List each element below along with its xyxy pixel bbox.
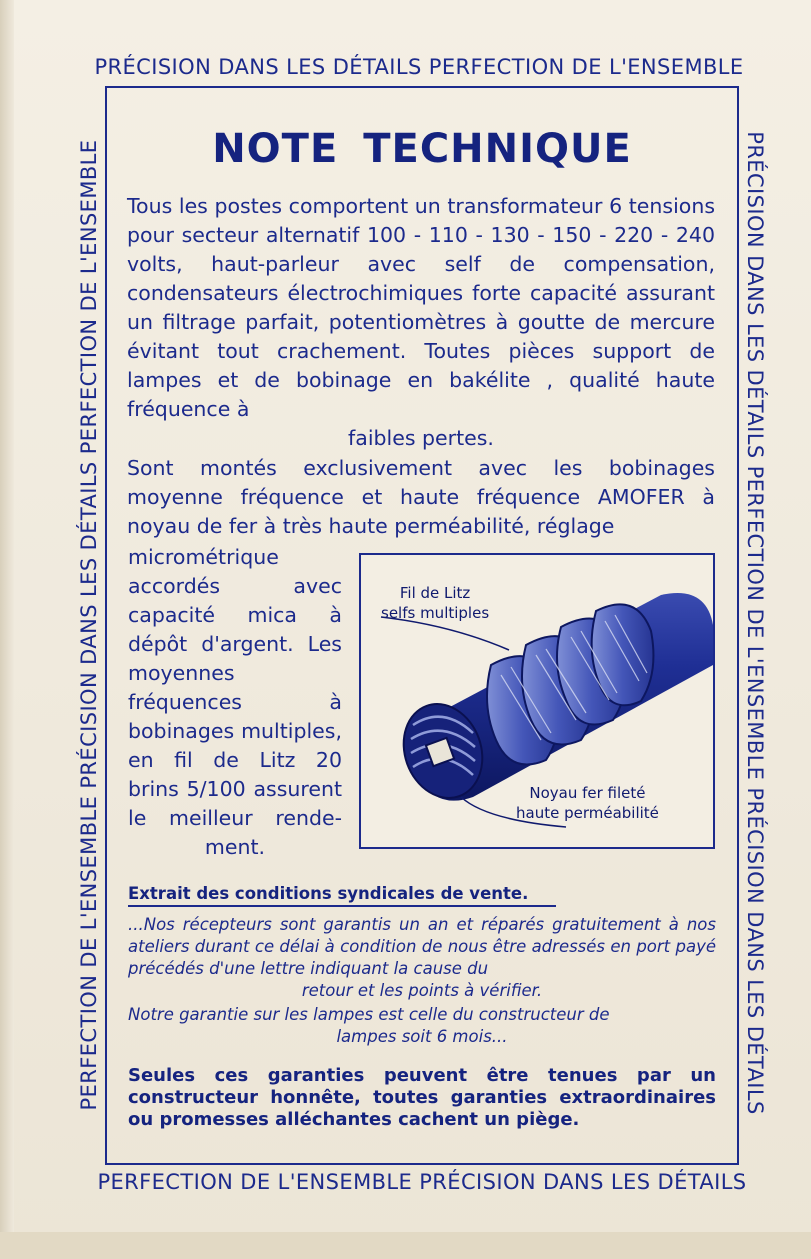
- page-title: NOTE TECHNIQUE: [212, 126, 632, 172]
- label-fil-de-litz-line1: Fil de Litz: [399, 584, 471, 602]
- border-text-right: PRÉCISION DANS LES DÉTAILS PERFECTION DE L'ENSEMBLE PRÉCISION DANS LES DÉTAILS: [743, 131, 767, 1115]
- side-column-body: micrométrique accordés avec capacité mica à dépôt d'argent. Les moyennes fréquences à bobinages multiples, en fil de Litz 20 brins 5/100 assurent le meilleur rende-: [128, 545, 342, 830]
- label-noyau-fer: [516, 783, 659, 823]
- paper-bottom-edge: [0, 1232, 811, 1259]
- conditions-lamps-text: [128, 1004, 716, 1048]
- label-fil-de-litz-line2: selfs multiples: [381, 604, 490, 622]
- border-text-top: PRÉCISION DANS LES DÉTAILS PERFECTION DE L'ENSEMBLE: [94, 55, 744, 79]
- conditions-lamps-body: Notre garantie sur les lampes est celle du constructeur de: [128, 1005, 610, 1024]
- border-text-bottom: PERFECTION DE L'ENSEMBLE PRÉCISION DANS LES DÉTAILS: [97, 1170, 747, 1194]
- conditions-warranty-text: [128, 914, 716, 1002]
- conditions-warranty-body: ...Nos récepteurs sont garantis un an et réparés gratuitement à nos ateliers durant ce délai à condition de nous être adressés en port payé précédés d'une lettre indiquant la cause du: [128, 915, 716, 978]
- paper-edge: [0, 0, 14, 1259]
- side-column-end: ment.: [204, 835, 266, 859]
- side-column-text: [128, 543, 342, 862]
- label-noyau-fer-line1: Noyau fer fileté: [529, 784, 646, 802]
- conditions-lamps-end: lampes soit 6 mois...: [336, 1027, 508, 1046]
- conditions-heading: Extrait des conditions syndicales de vente.: [128, 884, 529, 903]
- warning-statement: Seules ces garanties peuvent être tenues par un constructeur honnête, toutes garanties extraordinaires ou promesses alléchantes cachent un piège.: [128, 1065, 716, 1130]
- label-fil-de-litz: [381, 583, 489, 623]
- border-text-left: PERFECTION DE L'ENSEMBLE PRÉCISION DANS LES DÉTAILS PERFECTION DE L'ENSEMBLE: [77, 139, 101, 1111]
- paragraph-technical: [127, 192, 715, 453]
- conditions-warranty-end: retour et les points à vérifier.: [301, 981, 543, 1000]
- coil-illustration: [359, 553, 715, 849]
- paragraph-technical-last-line: faibles pertes.: [348, 426, 494, 450]
- paragraph-technical-body: Tous les postes comportent un transformateur 6 tensions pour secteur alternatif 100 - 110 - 130 - 150 - 220 - 240 volts, haut-parleur avec self de compensation, condensateurs électrochimiques forte capacité assurant un filtrage parfait, potentiomètres à goutte de mercure évitant tout crachement. Toutes pièces support de lampes et de bobinage en bakélite , qualité haute fréquence à: [127, 194, 715, 421]
- label-noyau-fer-line2: haute perméabilité: [516, 804, 659, 822]
- paragraph-bobinages: Sont montés exclusivement avec les bobinages moyenne fréquence et haute fréquence AMOFER à noyau de fer à très haute perméabilité, réglage: [127, 456, 715, 538]
- conditions-heading-underline: [128, 905, 556, 907]
